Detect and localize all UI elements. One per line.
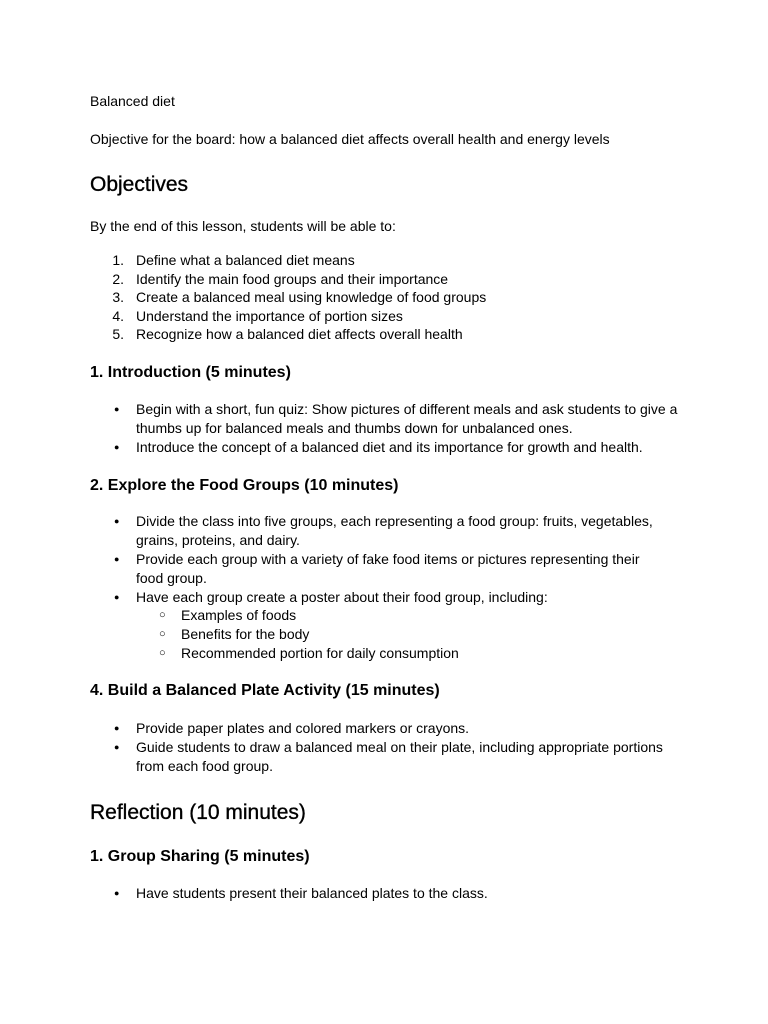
objective-text: Create a balanced meal using knowledge of food groups	[136, 289, 487, 305]
plate-activity-heading: 4. Build a Balanced Plate Activity (15 minutes)	[90, 682, 440, 699]
introduction-heading: 1. Introduction (5 minutes)	[90, 364, 291, 381]
list-number: 3.	[112, 289, 124, 305]
sub-bullet-marker: ○	[159, 628, 166, 640]
objectives-intro: By the end of this lesson, students will be able to:	[90, 218, 396, 234]
objective-text: Recognize how a balanced diet affects overall health	[136, 326, 463, 342]
bullet-marker: ●	[114, 723, 120, 733]
food-groups-subitem: Examples of foods	[181, 607, 297, 623]
food-groups-item: Divide the class into five groups, each representing a food group: fruits, vegetables, grains, proteins, and dairy.	[136, 513, 653, 548]
objective-text: Understand the importance of portion sizes	[136, 307, 403, 324]
objective-text: Define what a balanced diet means	[136, 252, 355, 268]
food-groups-item: Have each group create a poster about their food group, including:	[136, 589, 548, 605]
bullet-marker: ●	[114, 888, 120, 898]
list-number: 4.	[112, 307, 124, 324]
list-number: 1.	[112, 252, 124, 268]
reflection-heading: Reflection (10 minutes)	[90, 801, 306, 824]
list-number: 2.	[112, 270, 124, 287]
food-groups-subitem: Benefits for the body	[181, 626, 310, 642]
plate-activity-item: Provide paper plates and colored markers or crayons.	[136, 720, 470, 736]
group-sharing-item: Have students present their balanced plates to the class.	[136, 885, 488, 901]
group-sharing-heading: 1. Group Sharing (5 minutes)	[90, 848, 310, 865]
sub-bullet-marker: ○	[159, 609, 166, 621]
bullet-marker: ●	[114, 516, 120, 526]
document-title: Balanced diet	[90, 93, 175, 109]
sub-bullet-marker: ○	[159, 647, 166, 659]
list-number: 5.	[112, 326, 124, 342]
introduction-item: Begin with a short, fun quiz: Show pictures of different meals and ask students to give a thumbs up for balanced meals and thumbs down for unbalanced ones.	[136, 401, 678, 436]
bullet-marker: ●	[114, 742, 120, 752]
food-groups-heading: 2. Explore the Food Groups (10 minutes)	[90, 477, 399, 494]
bullet-marker: ●	[114, 554, 120, 564]
objectives-heading: Objectives	[90, 173, 189, 196]
bullet-marker: ●	[114, 442, 120, 452]
food-groups-item: Provide each group with a variety of fake food items or pictures representing their food group.	[136, 551, 640, 586]
objective-text: Identify the main food groups and their importance	[136, 270, 449, 287]
plate-activity-item: Guide students to draw a balanced meal on their plate, including appropriate portions from each food group.	[136, 739, 663, 774]
bullet-marker: ●	[114, 592, 120, 602]
bullet-marker: ●	[114, 404, 120, 414]
introduction-item: Introduce the concept of a balanced diet and its importance for growth and health.	[136, 439, 643, 455]
board-objective: Objective for the board: how a balanced diet affects overall health and energy levels	[90, 131, 610, 147]
food-groups-subitem: Recommended portion for daily consumption	[181, 645, 459, 661]
